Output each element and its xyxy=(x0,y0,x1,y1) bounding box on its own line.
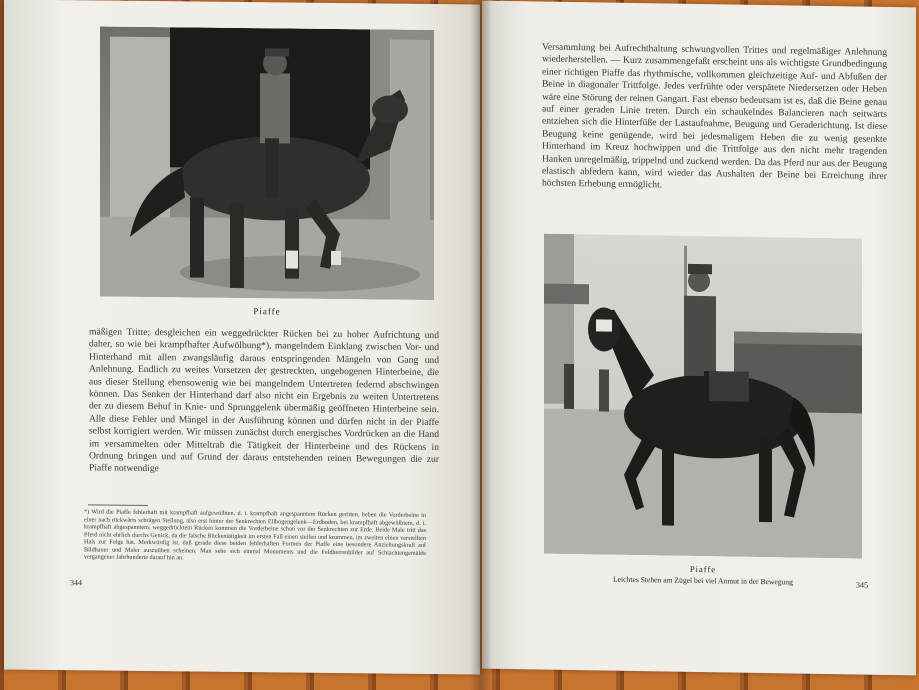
right-page-number: 345 xyxy=(856,580,868,590)
right-page xyxy=(482,1,916,676)
piaffe-photo-left xyxy=(100,27,434,300)
right-body-text xyxy=(542,42,887,235)
right-body-paragraph: Versammlung bei Aufrechthaltung schwungvollen Trittes und regelmäßiger Anlehnung wiederherstellen. — Kurz zusammengefaßt erscheint uns als wichtigste Grundbedingung einer richtigen Piaffe das rhythmische, vollkommen gleichzeitige Auf- und Abfußen der Beine in diagonaler Trittfolge. Jedes verfrühte oder verspätete Niedersetzen oder Heben wäre eine Störung der reinen Gangart. Fast ebenso bedeutsam ist es, daß die Beine genau auf einer geraden Linie treten. Durch ein schaukelndes Balancieren nach seitwärts entziehen sich die Hinterfüße der Lastaufnahme, Beugung und Geraderichtung. Ist diese Beugung keine genügende, wird bei jedesmaligem Heben die zu wenig gesenkte Hinterhand im Kreuz hochwippen und die Trittfolge aus den nicht mehr tragenden Hanken unregelmäßig, trippelnd und zuckend werden. Da das Pferd nur aus der Beugung elastisch abfedern kann, wird wieder das Aushalten der Beine bei Erreichung ihrer höchsten Erhebung ermöglicht. xyxy=(542,41,887,191)
left-body-paragraph: mäßigen Tritte; desgleichen ein weggedrückter Rücken bei zu hoher Aufrichtung und daher, so wie bei krampfhafter Aufwölbung*), mangelndem Einklang zwischen Vor- und Hinterhand mit allen zwangsläufig daraus entspringenden Mängeln von Gang und Anlehnung. Endlich zu weites Vorsetzen der gestreckten, ungebogenen Hinterbeine, die aus dieser Stellung ebensowenig wie bei mangelndem Untertreten federnd abschwingen können. Das Senken der Hinterhand darf also nicht ein Ergebnis zu weiten Untertretens der zu diesem Behuf in Knie- und Sprunggelenk übermäßig geöffneten Hinterbeine sein. Alle diese Fehler und Mängel in der Ausführung können und dürfen nicht in der Piaffe selbst korrigiert werden. Wir müssen zunächst durch energisches Vordrücken an die Hand im versammelten oder Mitteltrab die Tätigkeit der Hinterbeine und des Rückens in Ordnung bringen und auf Grund der daraus entstehenden reinen Bewegungen die zur Piaffe notwendige xyxy=(89,326,439,475)
left-footnote xyxy=(84,508,426,602)
left-photo-caption: Piaffe xyxy=(253,306,281,317)
right-photo-caption-sub: Leichtes Stehen am Zügel bei viel Anmut in der Bewegung xyxy=(613,574,793,587)
footnote-paragraph: *) Wird die Piaffe fehlerhaft mit krampfhaft aufgewölbten, d. i. krampfhaft angespanntem Rücken geritten, heben die Vorderbeine in einer nach rückwärts schrägen Stellung, also erst hinter der Senkrechten Ellbogengelenk—Erdboden, bei krampfhaft abgewölbtem, d. i. krampfhaft abgespanntem, weggedrücktem Rücken kommen die Vorderbeine schon vor der Senkrechten zur Erde. Beide Male tritt das Pferd nicht ehrlich durchs Genick, da die falsche Rückentätigkeit im ersten Fall einen steifen und krummen, im zweiten einen verstellten Hals zur Folge hat. Merkwürdig ist, daß gerade diese beiden fehlerhaften Formen der Piaffe eine besondere Anziehungskraft auf Bildhauer und Maler auszuüben scheinen. Man sehe sich einmal Monuments und die Feldherrenbilder auf Schlachtengemälde vergangener Jahrhunderte darauf hin an. xyxy=(84,508,426,562)
left-body-text xyxy=(89,326,439,510)
left-page-number: 344 xyxy=(70,578,82,588)
piaffe-photo-right xyxy=(544,234,862,559)
right-photo-caption-title: Piaffe xyxy=(689,563,717,575)
left-page xyxy=(4,0,480,674)
book-gutter xyxy=(470,0,492,690)
